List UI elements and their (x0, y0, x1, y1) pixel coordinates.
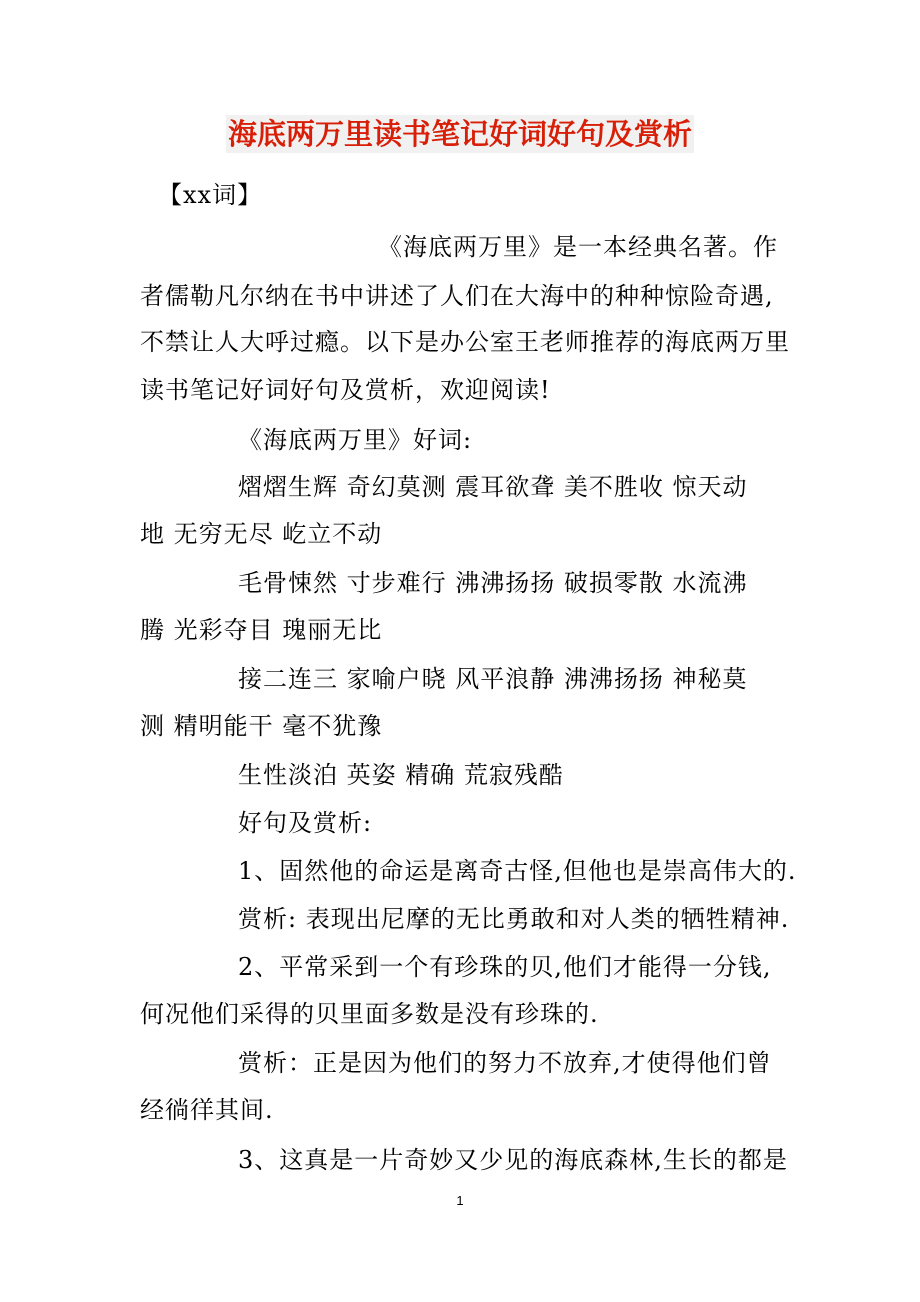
analysis-line: 赏析: 表现出尼摩的无比勇敢和对人类的牺牲精神. (238, 905, 790, 933)
sentence-line: 2、平常采到一个有珍珠的贝,他们才能得一分钱, (238, 953, 772, 981)
paragraph-line: 《海底两万里》是一本经典名著。作 (378, 233, 778, 261)
sentence-line: 3、这真是一片奇妙又少见的海底森林,生长的都是 (238, 1146, 788, 1174)
paragraph-line: 不禁让人大呼过瘾。以下是办公室王老师推荐的海底两万里 (140, 328, 790, 356)
sentence-line: 1、固然他的命运是离奇古怪,但他也是崇高伟大的. (238, 857, 797, 885)
page-number: 1 (456, 1193, 464, 1208)
sentence-line: 何况他们采得的贝里面多数是没有珍珠的. (140, 1000, 599, 1028)
word-list-line: 接二连三 家喻户晓 风平浪静 沸沸扬扬 神秘莫 (238, 665, 748, 693)
word-list-line: 地 无穷无尽 屹立不动 (140, 520, 383, 548)
subheading-good-words: 《海底两万里》好词: (238, 426, 473, 454)
section-tag: 【xx词】 (158, 181, 263, 209)
document-title: 海底两万里读书笔记好词好句及赏析 (227, 117, 692, 151)
paragraph-line: 者儒勒凡尔纳在书中讲述了人们在大海中的种种惊险奇遇, (140, 282, 774, 310)
paragraph-line: 读书笔记好词好句及赏析，欢迎阅读! (140, 376, 551, 404)
analysis-line: 经徜徉其间. (140, 1096, 274, 1124)
word-list-line: 腾 光彩夺目 瑰丽无比 (140, 616, 383, 644)
analysis-line: 赏析：正是因为他们的努力不放弃,才使得他们曾 (238, 1049, 772, 1077)
word-list-line: 熠熠生辉 奇幻莫测 震耳欲聋 美不胜收 惊天动 (238, 473, 748, 501)
subheading-good-sentences: 好句及赏析: (238, 809, 373, 837)
word-list-line: 毛骨悚然 寸步难行 沸沸扬扬 破损零散 水流沸 (238, 569, 748, 597)
word-list-line: 测 精明能干 毫不犹豫 (140, 712, 383, 740)
word-list-line: 生性淡泊 英姿 精确 荒寂残酷 (238, 761, 564, 789)
